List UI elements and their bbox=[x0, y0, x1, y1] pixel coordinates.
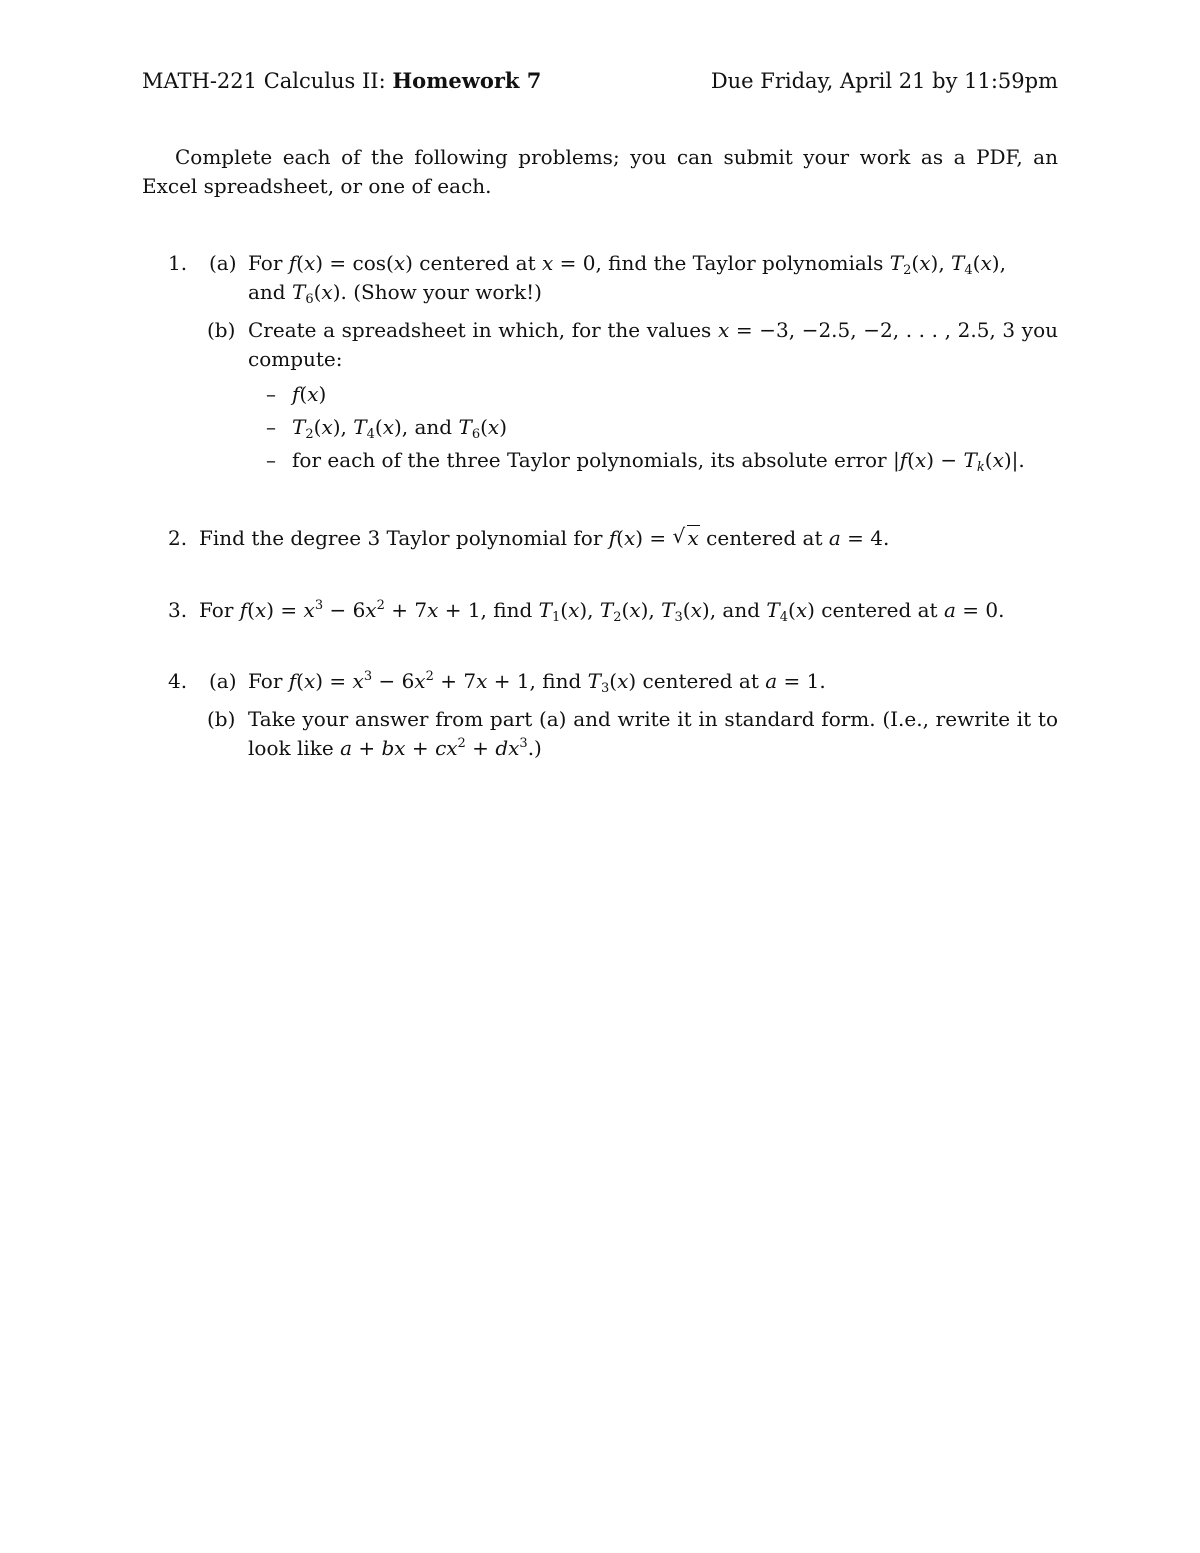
problem-4 bbox=[142, 667, 1058, 772]
instructions: Complete each of the following problems; you can submit your work as a PDF, an Excel spreadsheet, or one of each. bbox=[142, 145, 1058, 198]
problem-number: 2. bbox=[168, 526, 188, 550]
compute-list bbox=[248, 380, 1058, 475]
due-date: Due Friday, April 21 by 11:59pm bbox=[710, 69, 1058, 93]
list-item: – for each of the three Taylor polynomials, its absolute error $|f(x) - T_k(x)|$. bbox=[266, 448, 1025, 475]
problem-1a: (a) For f(x) = cos(x) centered at x = 0, find the Taylor polynomials $T_2(x)$, $T_4(x)$, and $T_6(x)$. (Show your work!) bbox=[209, 251, 1006, 307]
part-label: (a) bbox=[209, 251, 237, 275]
page-header bbox=[142, 68, 1058, 93]
problem-1 bbox=[142, 249, 1058, 484]
course-title: MATH-221 Calculus II: Homework 7 bbox=[142, 68, 542, 93]
problem-number: 4. bbox=[168, 669, 188, 693]
part-label: (a) bbox=[209, 669, 237, 693]
problem-1b: (b) Create a spreadsheet in which, for the values x = −3, −2.5, −2, . . . , 2.5, 3 you compute: – f(x) – $T_2(x)$, $T_4(x)$, and $T_6(x)$ – for each of the three Taylor polynomials, its absolute error $|f(x) - T_k(x)|$. bbox=[207, 318, 1059, 475]
problem-4b: (b) Take your answer from part (a) and write it in standard form. (I.e., rewrite it to look like a + bx + $cx^2 + dx^3$.) bbox=[207, 707, 1058, 760]
part-label: (b) bbox=[207, 707, 236, 731]
assignment-title: Homework 7 bbox=[392, 68, 542, 93]
problem-2: 2. Find the degree 3 Taylor polynomial for f(x) = √ x centered at a = 4. bbox=[142, 524, 1058, 553]
problem-3: 3. For $f(x) = x^3 - 6x^2 + 7x + 1$, find $T_1(x)$, $T_2(x)$, $T_3(x)$, and $T_4(x)$ centered at a = 0. bbox=[168, 598, 1005, 625]
problem-number: 1. bbox=[168, 251, 188, 275]
list-item: – $T_2(x)$, $T_4(x)$, and $T_6(x)$ bbox=[266, 415, 507, 442]
list-item: – f(x) bbox=[266, 382, 327, 406]
part-label: (b) bbox=[207, 318, 236, 342]
problem-4a: (a) For $f(x) = x^3 - 6x^2 + 7x + 1$, find $T_3(x)$ centered at a = 1. bbox=[209, 669, 826, 696]
problem-number: 3. bbox=[168, 598, 188, 622]
